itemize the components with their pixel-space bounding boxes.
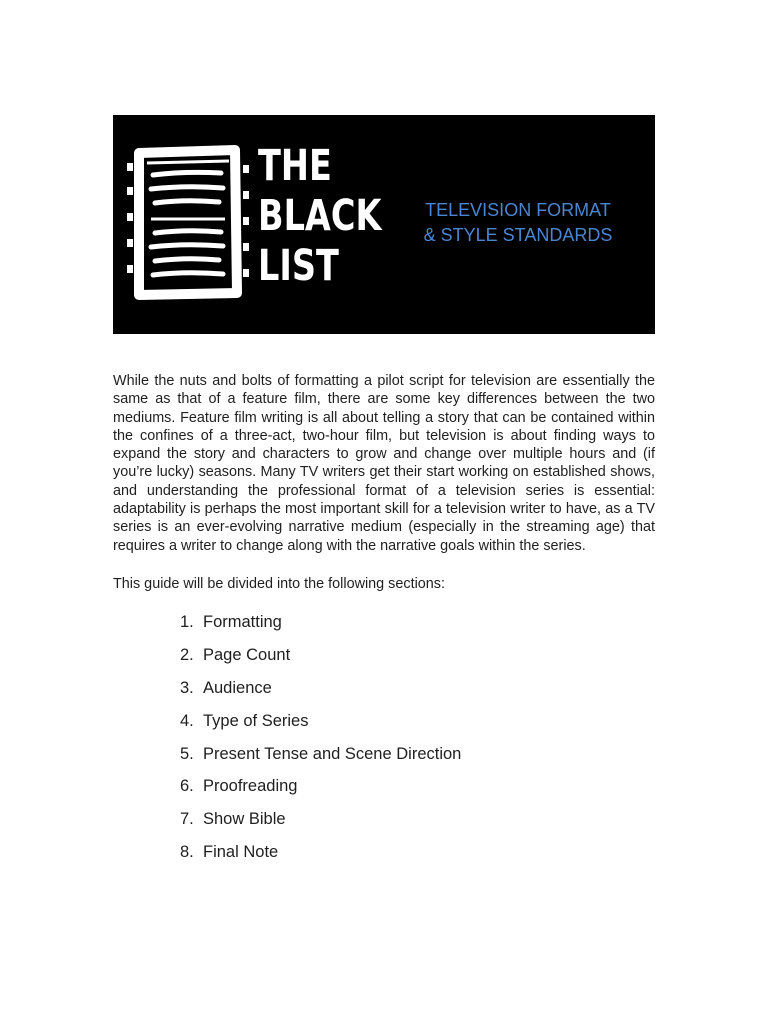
list-item bbox=[180, 610, 461, 643]
list-item-label: Final Note bbox=[203, 843, 279, 862]
list-item-label: Formatting bbox=[203, 613, 282, 631]
list-item bbox=[180, 807, 461, 840]
document-title-line: TELEVISION FORMAT bbox=[425, 200, 611, 220]
logo-line: BLACK bbox=[258, 191, 382, 241]
list-number: 1. bbox=[180, 613, 194, 631]
list-item bbox=[180, 774, 461, 807]
header-banner bbox=[113, 115, 655, 334]
list-item bbox=[180, 676, 461, 709]
document-title bbox=[403, 198, 633, 248]
intro-paragraph: While the nuts and bolts of formatting a pilot script for television are essentially the same as that of a feature film, there are some key differences between the two mediums. Feature film writing is all about telling a story that can be contained within the confines of a three-act, two-hour film, but television is about finding ways to expand the story and characters to grow and change over multiple hours and (if you’re lucky) seasons. Many TV writers get their start working on established shows, and understanding the professional format of a television series is essential: adaptability is perhaps the most important skill for a television writer to have, as a TV series is an ever-evolving narrative medium (especially in the streaming age) that requires a writer to change along with the narrative goals within the series. bbox=[113, 373, 655, 554]
logo-wordmark bbox=[258, 141, 382, 291]
list-item-label: Page Count bbox=[203, 645, 291, 664]
guide-intro-text: This guide will be divided into the following sections: bbox=[113, 576, 445, 592]
list-number: 3. bbox=[180, 678, 194, 697]
list-item bbox=[180, 709, 461, 742]
list-item-label: Proofreading bbox=[203, 777, 298, 796]
list-number: 8. bbox=[180, 843, 194, 862]
logo-line: THE bbox=[258, 141, 332, 191]
film-strip-logo-icon bbox=[125, 143, 251, 301]
list-item-label: Show Bible bbox=[203, 810, 286, 829]
list-number: 4. bbox=[180, 711, 194, 730]
list-number: 6. bbox=[180, 777, 194, 796]
list-item bbox=[180, 643, 461, 676]
list-item-label: Audience bbox=[203, 678, 272, 697]
list-item-label: Type of Series bbox=[203, 711, 309, 730]
list-item-label: Present Tense and Scene Direction bbox=[203, 744, 462, 763]
list-number: 2. bbox=[180, 645, 194, 664]
list-item bbox=[180, 742, 461, 775]
list-item bbox=[180, 840, 461, 873]
list-number: 7. bbox=[180, 810, 194, 829]
document-title-line: & STYLE STANDARDS bbox=[423, 225, 613, 245]
logo-line: LIST bbox=[258, 241, 339, 291]
list-number: 5. bbox=[180, 744, 194, 763]
sections-list bbox=[180, 610, 461, 873]
